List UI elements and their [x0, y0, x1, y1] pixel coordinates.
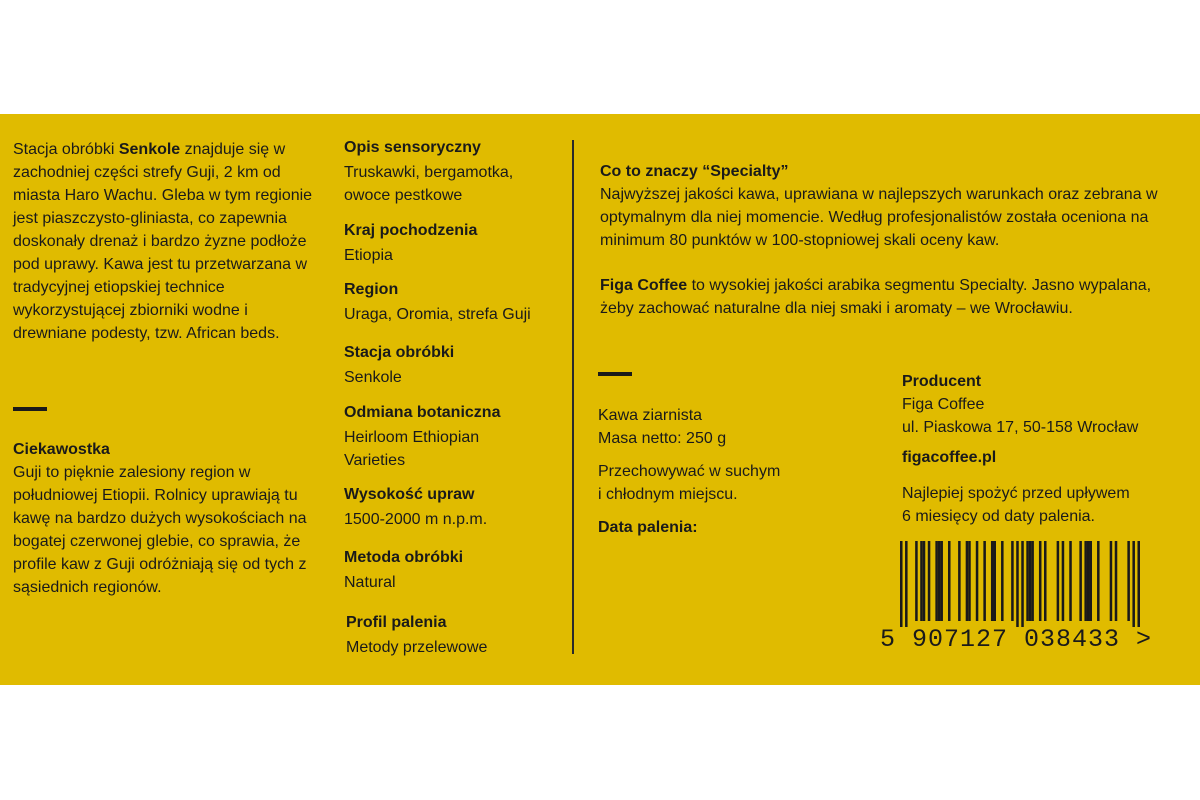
barcode-bar: [1089, 541, 1092, 621]
intro-prefix: Stacja obróbki: [13, 141, 119, 158]
spec-region: [344, 278, 564, 326]
storage-info: [598, 460, 838, 506]
spec-title: Opis sensoryczny: [344, 139, 481, 156]
roast-date-label: Data palenia:: [598, 519, 698, 536]
barcode-bar: [920, 541, 923, 621]
barcode-bar: [1132, 541, 1135, 627]
barcode-bar: [968, 541, 971, 621]
barcode-bar: [1069, 541, 1072, 621]
spec-title: Kraj pochodzenia: [344, 222, 478, 239]
barcode-bar: [1031, 541, 1034, 621]
divider-dash: [13, 407, 47, 411]
producer-title: Producent: [902, 373, 982, 390]
spec-variety: [344, 401, 564, 472]
spec-value: 1500-2000 m n.p.m.: [344, 511, 488, 528]
barcode-bar: [1097, 541, 1100, 621]
barcode-digits: 5 907127 038433 >: [880, 625, 1153, 654]
spec-sensory: [344, 136, 564, 207]
barcode-bar: [983, 541, 986, 621]
spec-value: Truskawki, bergamotka, owoce pestkowe: [344, 164, 514, 204]
intro-station-name: Senkole: [118, 141, 181, 158]
barcode-bar: [1044, 541, 1047, 621]
barcode-bar: [1026, 541, 1029, 621]
specialty-title: Co to znaczy “Specialty”: [600, 163, 789, 180]
best-before-line: 6 miesięcy od daty palenia.: [902, 508, 1095, 525]
barcode-bar: [1137, 541, 1140, 627]
barcode-bar: [1079, 541, 1082, 621]
barcode-bar: [991, 541, 994, 621]
spec-value: Metody przelewowe: [346, 639, 488, 656]
spec-value: Natural: [344, 574, 396, 591]
barcode-bar: [1087, 541, 1090, 621]
barcode-bar: [948, 541, 951, 621]
spec-title: Wysokość upraw: [344, 486, 475, 503]
spec-station: [344, 341, 564, 389]
barcode: [880, 541, 1160, 663]
spec-process: [344, 546, 564, 594]
barcode-bar: [900, 541, 903, 627]
barcode-bar: [993, 541, 996, 621]
brand-name: Figa Coffee: [600, 277, 688, 294]
specialty-text: Najwyższej jakości kawa, uprawiana w najlepszych warunkach oraz zebrana w optymalnym dla niej momencie. Według profesjonalistów została oceniona na minimum 80 punktów w 100-stopniowej skali oceny kaw.: [600, 186, 1158, 249]
best-before-line: Najlepiej spożyć przed upływem: [902, 485, 1130, 502]
barcode-bar: [1110, 541, 1113, 621]
barcode-bars: [900, 541, 1140, 627]
intro-rest: znajduje się w zachodniej części strefy Guji, 2 km od miasta Haro Wachu. Gleba w tym regionie jest piaszczysto-gliniasta, co zapewnia doskonały drenaż i bardzo żyzne podłoże pod uprawy. Kawa jest tu przetwarzana w tradycyjnej etiopskiej technice wykorzystującej zbiorniki wodne i drewniane podesty, tzw. African beds.: [13, 141, 313, 342]
column-divider: [572, 140, 574, 654]
divider-dash: [598, 372, 632, 376]
spec-value: Uraga, Oromia, strefa Guji: [344, 306, 531, 323]
spec-value: Heirloom Ethiopian Varieties: [344, 429, 480, 469]
barcode-bar: [958, 541, 961, 621]
barcode-bar: [923, 541, 926, 621]
producer-info: [902, 370, 1182, 439]
barcode-bar: [938, 541, 941, 621]
spec-country: [344, 219, 564, 267]
barcode-bar: [1039, 541, 1042, 621]
spec-title: Profil palenia: [346, 614, 447, 631]
barcode-bar: [1016, 541, 1019, 627]
barcode-bar: [1084, 541, 1087, 621]
producer-name: Figa Coffee: [902, 396, 985, 413]
barcode-bar: [935, 541, 938, 621]
net-weight: Masa netto: 250 g: [598, 430, 727, 447]
barcode-bar: [905, 541, 908, 627]
barcode-bar: [966, 541, 969, 621]
storage-line: i chłodnym miejscu.: [598, 486, 738, 503]
spec-title: Odmiana botaniczna: [344, 404, 501, 421]
spec-title: Metoda obróbki: [344, 549, 464, 566]
producer-address: ul. Piaskowa 17, 50-158 Wrocław: [902, 419, 1139, 436]
barcode-bar: [1057, 541, 1060, 621]
brand-info: [600, 274, 1160, 320]
specialty-info: [600, 160, 1160, 252]
product-type: Kawa ziarnista: [598, 407, 703, 424]
brand-text: to wysokiej jakości arabika segmentu Specialty. Jasno wypalana, żeby zachować naturalne dla niej smaki i aromaty – we Wrocławiu.: [600, 277, 1152, 317]
website-link[interactable]: figacoffee.pl: [902, 449, 997, 466]
spec-value: Senkole: [344, 369, 402, 386]
coffee-label: [0, 114, 1200, 685]
spec-value: Etiopia: [344, 247, 393, 264]
barcode-bar: [1021, 541, 1024, 627]
spec-title: Region: [344, 281, 399, 298]
spec-roast-profile: [346, 611, 566, 659]
barcode-bar: [1115, 541, 1118, 621]
barcode-bar: [928, 541, 931, 621]
fun-fact-text: Guji to pięknie zalesiony region w południowej Etiopii. Rolnicy uprawiają tu kawę na bardzo dużych wysokościach na bogatej czerwonej glebie, co sprawia, że profile kaw z Guji odróżniają się od tych z sąsiednich regionów.: [13, 464, 307, 596]
barcode-bar: [1001, 541, 1004, 621]
barcode-bar: [976, 541, 979, 621]
barcode-bar: [915, 541, 918, 621]
spec-altitude: [344, 483, 564, 531]
storage-line: Przechowywać w suchym: [598, 463, 781, 480]
barcode-bar: [1029, 541, 1032, 621]
origin-description: [13, 138, 313, 345]
spec-title: Stacja obróbki: [344, 344, 455, 361]
barcode-bar: [940, 541, 943, 621]
fun-fact: [13, 438, 313, 599]
barcode-bar: [1062, 541, 1065, 621]
fun-fact-title: Ciekawostka: [13, 441, 110, 458]
barcode-bar: [1127, 541, 1130, 621]
barcode-bar: [1011, 541, 1014, 621]
product-info: [598, 404, 838, 450]
best-before-info: [902, 482, 1182, 528]
